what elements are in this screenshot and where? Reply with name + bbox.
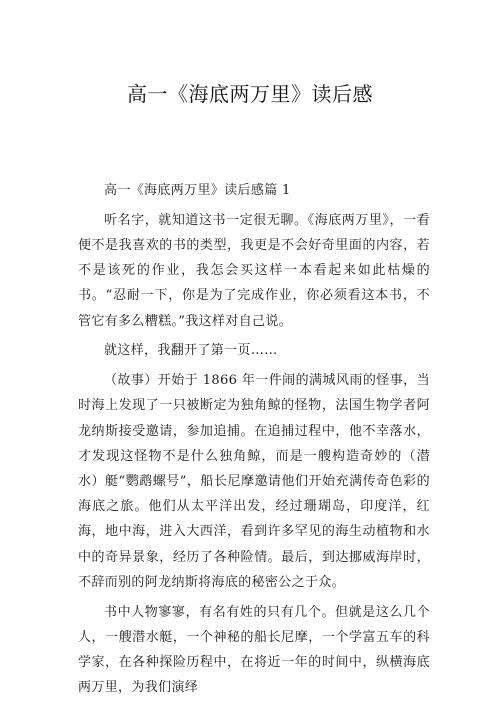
paragraph: 书中人物寥寥，有名有姓的只有几个。但就是这么几个人，一艘潜水艇，一个神秘的船长尼摩，一个学富五车的科学家，在各种探险历程中，在将近一年的时间中，纵横海底两万里，为我们演绎 [78,604,430,696]
paragraph: 就这样，我翻开了第一页…… [104,343,278,359]
section-heading: 高一《海底两万里》读后感篇 1 [104,183,291,198]
paragraph: 听名字，就知道这书一定很无聊。《海底两万里》，一看便不是我喜欢的书的类型，我更是不会好奇里面的内容，若不是该死的作业，我怎会买这样一本看起来如此枯燥的书。“忍耐一下，你是为了完成作业，你必须看这本书，不管它有多么糟糕。”我这样对自己说。 [78,212,430,329]
document-title: 高一《海底两万里》读后感 [127,82,373,106]
paragraph: （故事）开始于 1866 年一件闹的满城风雨的怪事，当时海上发现了一只被断定为独角鲸的怪物，法国生物学者阿龙纳斯接受邀请，参加追捕。在追捕过程中，他不幸落水，才发现这怪物不是什么独角鲸，而是一艘构造奇妙的（潜水）艇“鹦鹉螺号”，船长尼摩邀请他们开始充满传奇色彩的海底之旅。他们从太平洋出发，经过珊瑚岛，印度洋，红海，地中海，进入大西洋，看到许多罕见的海生动植物和水中的奇异景象，经历了各种险情。最后，到达挪威海岸时，不辞而别的阿龙纳斯将海底的秘密公之于众。 [78,373,430,590]
document-body [78,178,430,705]
